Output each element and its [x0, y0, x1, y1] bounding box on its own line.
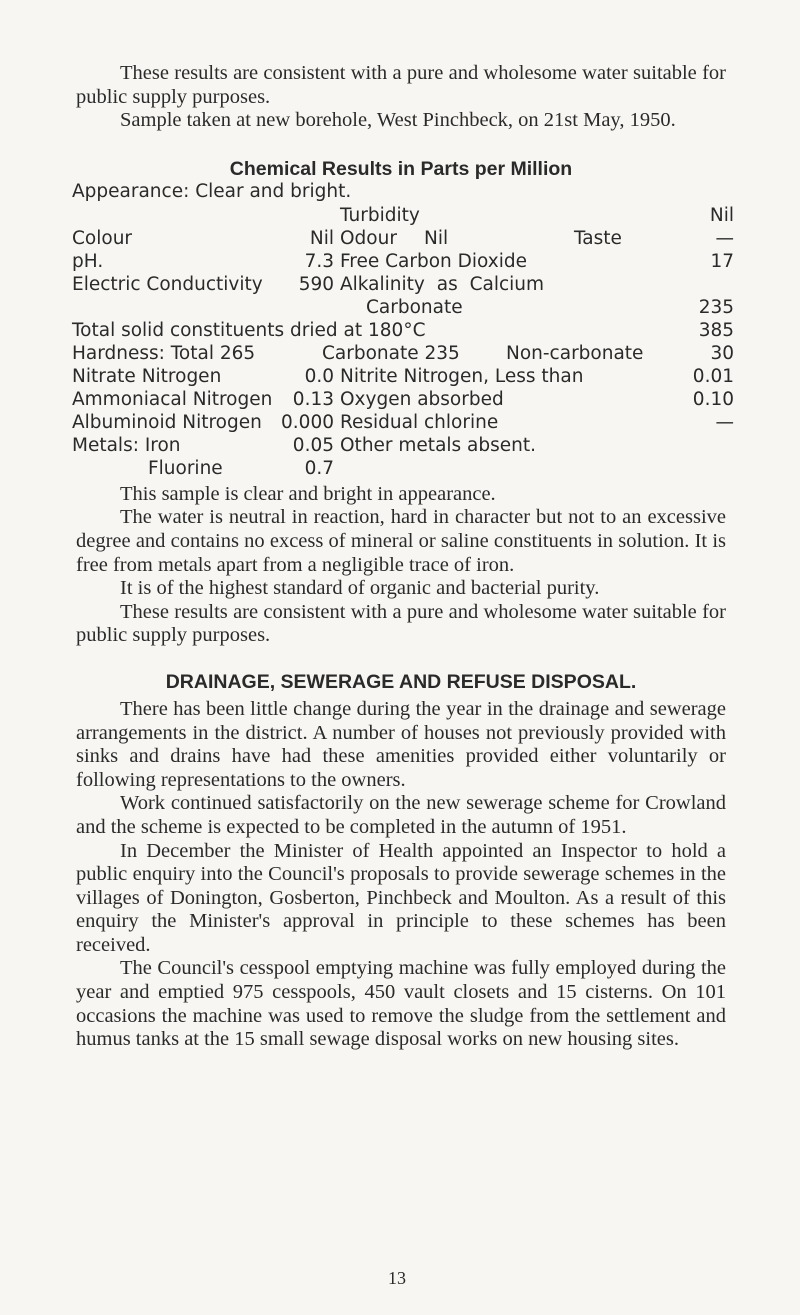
co2-label: Free Carbon Dioxide — [340, 250, 528, 272]
ph-value: 7.3 — [304, 250, 334, 272]
solids-label: Total solid constituents dried at 180°C — [72, 319, 426, 341]
ammoniacal-value: 0.13 — [292, 388, 334, 410]
drainage-heading: DRAINAGE, SEWERAGE AND REFUSE DISPOSAL. — [165, 670, 637, 693]
drainage-paragraph-1: There has been little change during the year in the drainage and sewerage arrangements in the district. A number of houses not previously provided with sinks and drains have had these amenities provided either voluntarily or following representations to the owners. — [76, 697, 726, 791]
document-page — [72, 62, 734, 1052]
conductivity-value: 590 — [298, 273, 334, 295]
turbidity-label: Turbidity — [340, 204, 420, 226]
intro-paragraph-2: Sample taken at new borehole, West Pinchbeck, on 21st May, 1950. — [120, 109, 676, 132]
alkalinity-label-2: Carbonate — [366, 296, 463, 318]
fluorine-label: Fluorine — [148, 457, 223, 479]
page-number: 13 — [388, 1268, 406, 1288]
fluorine-value: 0.7 — [304, 457, 334, 479]
other-metals: Other metals absent. — [340, 434, 537, 456]
odour-value: Nil — [424, 227, 449, 249]
drainage-paragraph-3: In December the Minister of Health appointed an Inspector to hold a public enquiry into the Council's proposals to provide sewerage schemes in the villages of Donington, Gosberton, Pinchbeck and Moulton. As a result of this enquiry the Minister's approval in principle to these schemes has been received. — [76, 839, 726, 956]
taste-label: Taste — [574, 227, 622, 249]
conductivity-label: Electric Conductivity — [72, 273, 263, 295]
noncarbonate-value: 30 — [710, 342, 734, 364]
chlorine-value: — — [715, 411, 734, 433]
metals-label: Metals: Iron — [72, 434, 181, 456]
iron-value: 0.05 — [292, 434, 334, 456]
nitrite-value: 0.01 — [692, 365, 734, 387]
drainage-paragraph-2: Work continued satisfactorily on the new sewerage scheme for Crowland and the scheme is expected to be completed in the autumn of 1951. — [76, 792, 726, 838]
albuminoid-value: 0.000 — [281, 411, 334, 433]
noncarbonate-label: Non-carbonate — [506, 342, 644, 364]
discussion-paragraph-3: It is of the highest standard of organic and bacterial purity. — [120, 577, 600, 600]
chemical-results-table — [72, 180, 734, 479]
co2-value: 17 — [710, 250, 734, 272]
odour-label: Odour — [340, 227, 397, 249]
nitrate-label: Nitrate Nitrogen — [72, 365, 222, 387]
oxygen-value: 0.10 — [692, 388, 734, 410]
carbonate-label: Carbonate 235 — [322, 342, 460, 364]
discussion-paragraph-4: These results are consistent with a pure and wholesome water suitable for public supply purposes. — [76, 600, 726, 647]
colour-label: Colour — [72, 227, 133, 249]
appearance-line: Appearance: Clear and bright. — [72, 180, 352, 202]
colour-value: Nil — [309, 227, 334, 249]
discussion-paragraph-2: The water is neutral in reaction, hard in character but not to an excessive degree and contains no excess of mineral or saline constituents in solution. It is free from metals apart from a negligible trace of iron. — [76, 506, 726, 576]
alkalinity-label: Alkalinity as Calcium — [340, 273, 545, 295]
drainage-paragraph-4: The Council's cesspool emptying machine was fully employed during the year and emptied 975 cesspools, 450 vault closets and 15 cisterns. On 101 occasions the machine was used to remove the sludge from the settlement and humus tanks at the 15 small sewage disposal works on new housing sites. — [76, 957, 726, 1051]
hardness-label: Hardness: Total 265 — [72, 342, 256, 364]
ammoniacal-label: Ammoniacal Nitrogen — [72, 388, 273, 410]
solids-value: 385 — [698, 319, 734, 341]
chlorine-label: Residual chlorine — [340, 411, 499, 433]
oxygen-label: Oxygen absorbed — [340, 388, 504, 410]
turbidity-value: Nil — [709, 204, 734, 226]
alkalinity-value: 235 — [698, 296, 734, 318]
discussion-paragraph-1: This sample is clear and bright in appearance. — [120, 482, 496, 505]
intro-paragraph-1: These results are consistent with a pure and wholesome water suitable for public supply purposes. — [76, 62, 726, 108]
nitrate-value: 0.0 — [304, 365, 334, 387]
albuminoid-label: Albuminoid Nitrogen — [72, 411, 262, 433]
taste-value: — — [715, 227, 734, 249]
ph-label: pH. — [72, 250, 104, 272]
chemical-results-heading: Chemical Results in Parts per Million — [229, 157, 573, 180]
nitrite-label: Nitrite Nitrogen, Less than — [340, 365, 584, 387]
